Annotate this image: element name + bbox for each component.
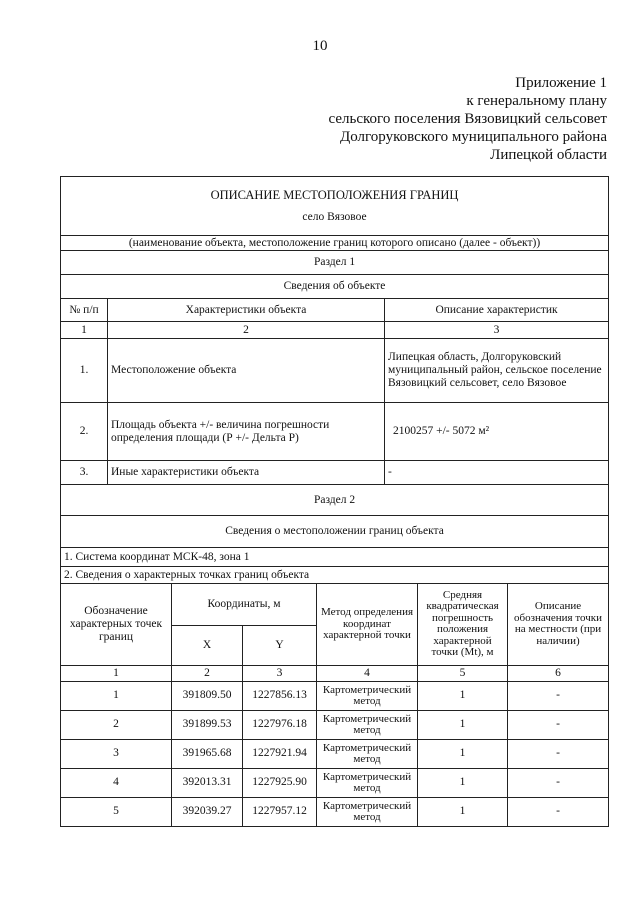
table-row (61, 739, 609, 768)
col-header-x: X (172, 625, 243, 665)
appendix-line-2: к генеральному плану (466, 93, 607, 109)
section1-title: Сведения об объекте (61, 275, 609, 299)
point-method: Картометрический метод (317, 681, 418, 710)
col-number-2: 2 (108, 322, 385, 339)
table-row (61, 339, 609, 403)
col-header-y: Y (243, 625, 317, 665)
boundary-description-document (60, 176, 608, 827)
point-error: 1 (418, 681, 508, 710)
col-number-1: 1 (61, 322, 108, 339)
points-col-number-4: 4 (317, 665, 418, 681)
section1-table (60, 176, 609, 584)
point-description: - (508, 681, 609, 710)
point-description: - (508, 797, 609, 826)
point-y: 1227957.12 (243, 797, 317, 826)
point-x: 391965.68 (172, 739, 243, 768)
col-header-designation: Обозначение характерных точек границ (61, 584, 172, 665)
point-description: - (508, 710, 609, 739)
characteristic-name: Иные характеристики объекта (108, 461, 385, 485)
table-row (61, 768, 609, 797)
coordinate-system: 1. Система координат МСК-48, зона 1 (61, 548, 609, 567)
point-x: 391899.53 (172, 710, 243, 739)
object-name: село Вязовое (302, 210, 367, 223)
characteristic-value: - (385, 461, 609, 485)
point-description: - (508, 739, 609, 768)
table-row (61, 681, 609, 710)
points-col-number-2: 2 (172, 665, 243, 681)
characteristic-value: 2100257 +/- 5072 м² (385, 403, 609, 461)
section2-title: Сведения о местоположении границ объекта (61, 516, 609, 548)
section2-label: Раздел 2 (61, 485, 609, 516)
col-header-coordinates: Координаты, м (172, 584, 317, 625)
point-id: 5 (61, 797, 172, 826)
table-row (61, 403, 609, 461)
characteristic-name: Площадь объекта +/- величина погрешности определения площади (Р +/- Дельта Р) (108, 403, 385, 461)
col-header-description: Описание характеристик (385, 299, 609, 322)
point-x: 392039.27 (172, 797, 243, 826)
appendix-line-3: сельского поселения Вязовицкий сельсовет (328, 111, 607, 127)
point-x: 391809.50 (172, 681, 243, 710)
points-col-number-6: 6 (508, 665, 609, 681)
section1-label: Раздел 1 (61, 251, 609, 275)
point-y: 1227856.13 (243, 681, 317, 710)
point-method: Картометрический метод (317, 739, 418, 768)
point-method: Картометрический метод (317, 797, 418, 826)
points-col-number-1: 1 (61, 665, 172, 681)
point-y: 1227976.18 (243, 710, 317, 739)
point-error: 1 (418, 739, 508, 768)
point-y: 1227921.94 (243, 739, 317, 768)
table-row (61, 710, 609, 739)
point-x: 392013.31 (172, 768, 243, 797)
appendix-line-4: Долгоруковского муниципального района (339, 129, 607, 145)
point-id: 3 (61, 739, 172, 768)
points-col-number-3: 3 (243, 665, 317, 681)
points-table (60, 584, 609, 827)
row-number: 1. (61, 339, 108, 403)
characteristic-value: Липецкая область, Долгоруковский муниципальный район, сельское поселение Вязовицкий сельсовет, село Вязовое (385, 339, 609, 403)
col-number-3: 3 (385, 322, 609, 339)
page-number: 10 (312, 38, 328, 54)
document-title-cell (61, 177, 609, 236)
col-header-method: Метод определения координат характерной точки (317, 584, 418, 665)
row-number: 2. (61, 403, 108, 461)
col-header-number: № п/п (61, 299, 108, 322)
point-method: Картометрический метод (317, 710, 418, 739)
point-id: 2 (61, 710, 172, 739)
point-error: 1 (418, 768, 508, 797)
point-y: 1227925.90 (243, 768, 317, 797)
row-number: 3. (61, 461, 108, 485)
col-header-point-description: Описание обозначения точки на местности (при наличии) (508, 584, 609, 665)
table-row (61, 461, 609, 485)
appendix-line-5: Липецкой области (490, 147, 607, 163)
characteristic-name: Местоположение объекта (108, 339, 385, 403)
point-id: 1 (61, 681, 172, 710)
table-row (61, 797, 609, 826)
document-title: ОПИСАНИЕ МЕСТОПОЛОЖЕНИЯ ГРАНИЦ (210, 187, 459, 202)
object-caption: (наименование объекта, местоположение границ которого описано (далее - объект)) (61, 236, 609, 251)
point-error: 1 (418, 710, 508, 739)
appendix-line-1: Приложение 1 (515, 75, 607, 91)
points-caption: 2. Сведения о характерных точках границ объекта (61, 567, 609, 584)
point-method: Картометрический метод (317, 768, 418, 797)
point-description: - (508, 768, 609, 797)
points-col-number-5: 5 (418, 665, 508, 681)
appendix-header (329, 74, 607, 164)
point-error: 1 (418, 797, 508, 826)
point-id: 4 (61, 768, 172, 797)
col-header-characteristic: Характеристики объекта (108, 299, 385, 322)
col-header-error: Средняя квадратическая погрешность положения характерной точки (Mt), м (418, 584, 508, 665)
